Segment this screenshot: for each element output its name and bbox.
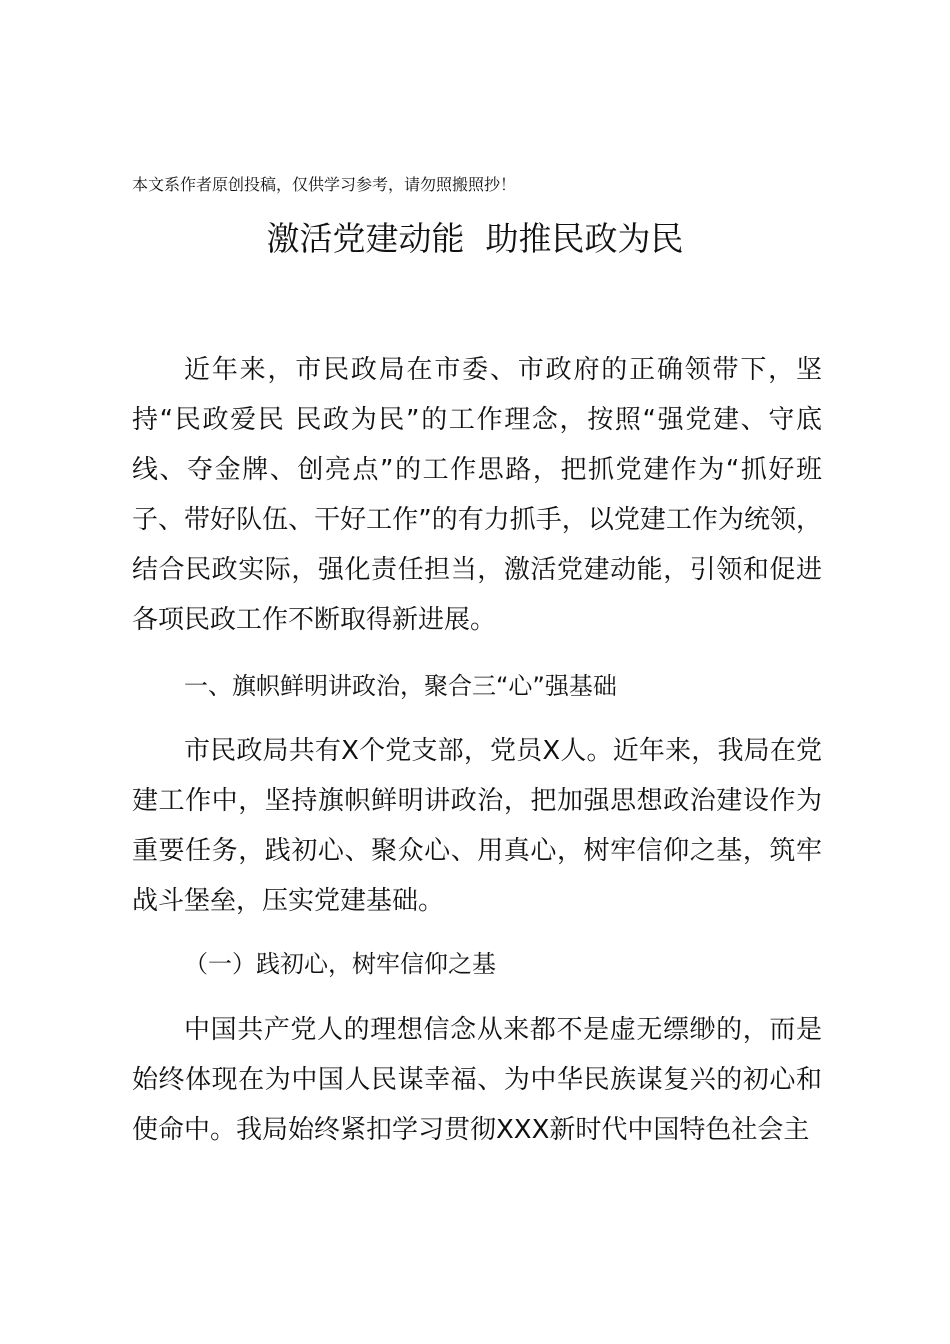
copyright-notice: 本文系作者原创投稿，仅供学习参考，请勿照搬照抄！	[132, 175, 517, 194]
body-paragraph-section-1: 市民政局共有X个党支部，党员X人。近年来，我局在党建工作中，坚持旗帜鲜明讲政治，把加强思想政治建设作为重要任务，践初心、聚众心、用真心，树牢信仰之基，筑牢战斗堡垒，压实党建基础。	[132, 736, 822, 916]
body-paragraph-subsection-1: 中国共产党人的理想信念从来都不是虚无缥缈的，而是始终体现在为中国人民谋幸福、为中华民族谋复兴的初心和使命中。我局始终紧扣学习贯彻XXX新时代中国特色社会主	[132, 1015, 822, 1145]
document-title: 激活党建动能 助推民政为民	[266, 219, 684, 258]
body-paragraph-intro: 近年来，市民政局在市委、市政府的正确领带下，坚持“民政爱民 民政为民”的工作理念，按照“强党建、守底线、夺金牌、创亮点”的工作思路，把抓党建作为“抓好班子、带好队伍、干好工作”的有力抓手，以党建工作为统领，结合民政实际，强化责任担当，激活党建动能，引领和促进各项民政工作不断取得新进展。	[132, 355, 822, 635]
section-heading-1: 一、旗帜鲜明讲政治，聚合三“心”强基础	[184, 672, 617, 700]
subsection-heading-1: （一）践初心，树牢信仰之基	[184, 950, 496, 978]
